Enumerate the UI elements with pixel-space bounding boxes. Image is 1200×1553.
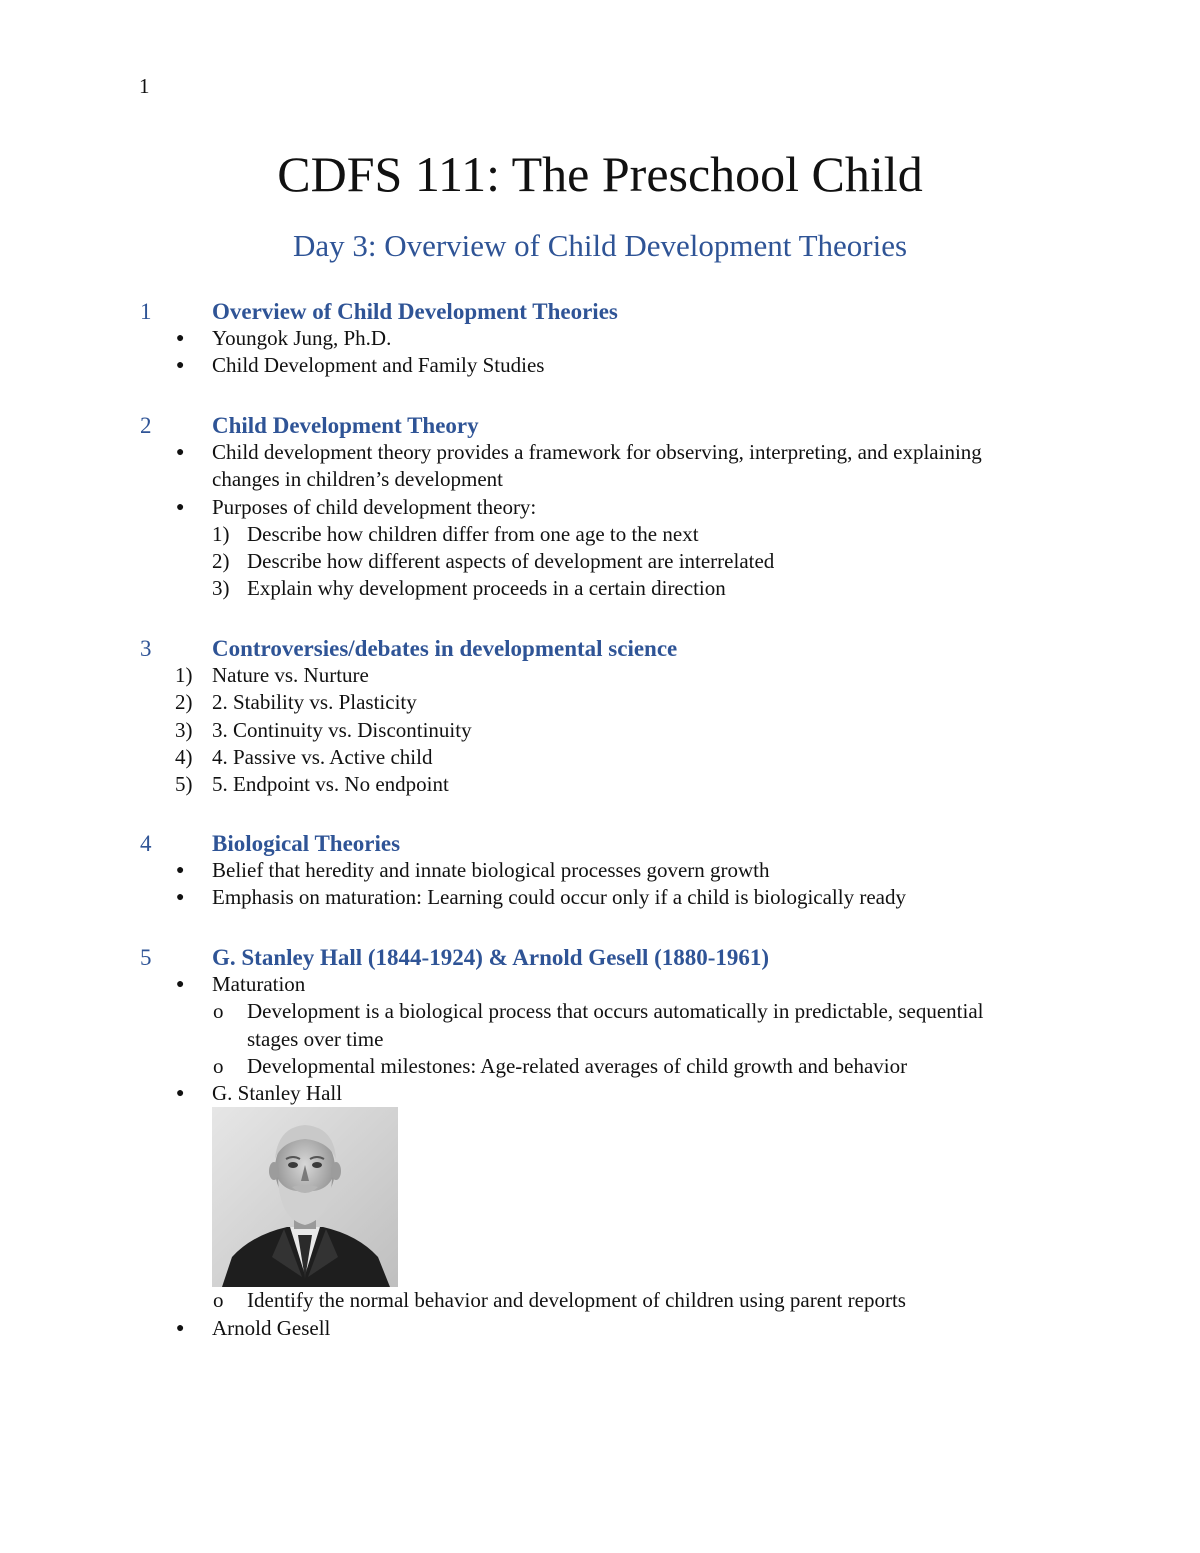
list-number: 3) <box>175 717 193 742</box>
list-item <box>0 744 1200 771</box>
list-item-text: Emphasis on maturation: Learning could occur only if a child is biologically ready <box>212 885 906 910</box>
circle-bullet-icon: o <box>213 1288 224 1313</box>
list-item-text: Belief that heredity and innate biological processes govern growth <box>212 858 770 882</box>
list-item <box>0 575 1200 602</box>
list-item-text: Describe how children differ from one age to the next <box>247 521 699 546</box>
list-number: 1) <box>175 663 193 687</box>
bullet-icon: ● <box>176 499 185 515</box>
section-number: 1 <box>140 299 152 324</box>
bullet-icon: ● <box>176 1320 185 1336</box>
list-number: 1) <box>212 521 230 546</box>
list-item-text: Maturation <box>212 972 306 996</box>
list-number: 3) <box>212 576 230 601</box>
list-item-text: Purposes of child development theory: <box>212 494 537 519</box>
list-item <box>0 884 1200 911</box>
bullet-icon: ● <box>176 1086 185 1102</box>
list-item <box>0 717 1200 744</box>
list-item <box>0 548 1200 575</box>
list-item-text: 4. Passive vs. Active child <box>212 744 433 769</box>
list-item <box>0 521 1200 548</box>
section-number: 2 <box>140 413 152 438</box>
list-item-text: 3. Continuity vs. Discontinuity <box>212 717 472 742</box>
section-number: 5 <box>140 945 152 970</box>
bullet-icon: ● <box>176 331 185 346</box>
list-item <box>0 771 1200 798</box>
list-number: 5) <box>175 772 193 797</box>
list-item-text: Child Development and Family Studies <box>212 353 545 378</box>
document-title: CDFS 111: The Preschool Child <box>277 146 923 202</box>
list-item <box>0 998 1200 1053</box>
bullet-icon: ● <box>176 358 185 374</box>
section-heading: Child Development Theory <box>212 413 479 438</box>
list-number: 2) <box>212 549 230 574</box>
section-number: 3 <box>140 636 152 661</box>
list-item-text: Arnold Gesell <box>212 1315 331 1340</box>
list-item <box>0 857 1200 884</box>
portrait-photo <box>212 1107 398 1287</box>
list-item <box>0 325 1200 352</box>
list-item <box>0 352 1200 379</box>
list-item <box>0 494 1200 521</box>
bullet-icon: ● <box>176 890 185 906</box>
list-item <box>0 1080 1200 1107</box>
list-item-text: G. Stanley Hall <box>212 1081 343 1106</box>
section-number: 4 <box>140 831 152 856</box>
list-number: 4) <box>175 744 193 769</box>
portrait-icon <box>212 1107 398 1287</box>
page-number: 1 <box>139 74 150 98</box>
list-item-text: Identify the normal behavior and development of children using parent reports <box>247 1288 906 1313</box>
section-heading: Biological Theories <box>212 831 401 856</box>
section-heading: G. Stanley Hall (1844-1924) & Arnold Gesell (1880-1961) <box>212 945 770 970</box>
list-item-text: Nature vs. Nurture <box>212 663 369 687</box>
list-item <box>0 689 1200 716</box>
list-item-text: Explain why development proceeds in a certain direction <box>247 576 726 601</box>
bullet-icon: ● <box>176 863 185 878</box>
list-number: 2) <box>175 690 193 715</box>
circle-bullet-icon: o <box>213 1053 224 1078</box>
list-item-text: Child development theory provides a framework for observing, interpreting, and explaining changes in children’s development <box>212 440 982 492</box>
list-item-text: Describe how different aspects of development are interrelated <box>247 549 775 574</box>
bullet-icon: ● <box>176 445 185 460</box>
section-heading: Overview of Child Development Theories <box>212 299 618 324</box>
list-item-text: Developmental milestones: Age-related averages of child growth and behavior <box>247 1053 908 1078</box>
document-subtitle: Day 3: Overview of Child Development Theories <box>292 228 908 263</box>
list-item-text: Youngok Jung, Ph.D. <box>212 326 392 350</box>
list-item <box>0 971 1200 998</box>
circle-bullet-icon: o <box>213 999 224 1024</box>
bullet-icon: ● <box>176 977 185 992</box>
list-item <box>0 439 1200 494</box>
list-item <box>0 1315 1200 1342</box>
list-item-text: Development is a biological process that occurs automatically in predictable, sequential stages over time <box>247 999 984 1051</box>
list-item <box>0 1287 1200 1314</box>
list-item <box>0 1053 1200 1080</box>
list-item <box>0 662 1200 689</box>
list-item-text: 5. Endpoint vs. No endpoint <box>212 772 449 797</box>
list-item-text: 2. Stability vs. Plasticity <box>212 690 417 715</box>
section-heading: Controversies/debates in developmental science <box>212 636 678 661</box>
